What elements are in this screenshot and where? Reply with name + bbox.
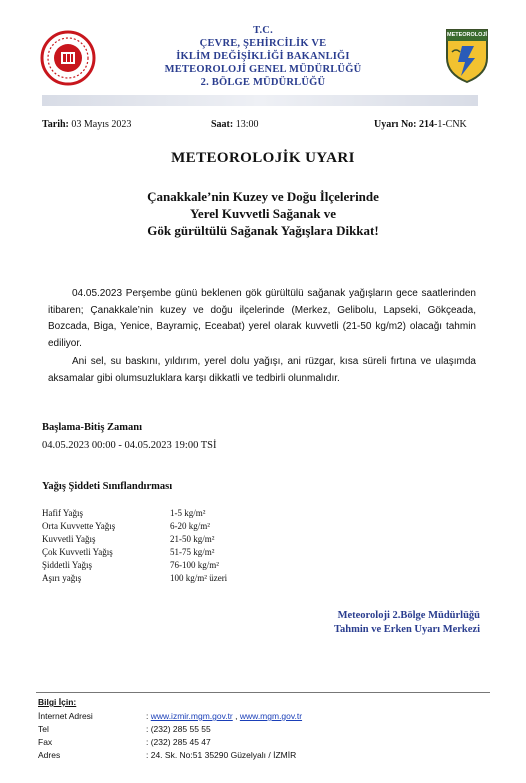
- class-label: Orta Kuvvette Yağış: [42, 521, 116, 531]
- date-value: 03 Mayıs 2023: [71, 119, 132, 130]
- class-value: 6-20 kg/m²: [170, 521, 210, 531]
- address-value: : 24. Sk. No:51 35290 Güzelyalı / İZMİR: [146, 750, 297, 760]
- body-paragraph-1: 04.05.2023 Perşembe günü beklenen gök gürültülü sağanak yağışların gece saatlerinden itibaren; Çanakkale’nin kuzey ve doğu ilçelerinde (Merkez, Gelibolu, Lapseki, Gökçeada, Bozcada, Biga, Yenice, Bayramiç, Eceabat) yerel olarak kuvvetli (21-50 kg/m2) olacağı tahmin ediliyor.: [48, 288, 476, 349]
- class-value: 1-5 kg/m²: [170, 508, 206, 518]
- class-label: Hafif Yağış: [42, 508, 84, 518]
- time-value: 13:00: [235, 119, 259, 130]
- subtitle-line-1: Çanakkale’nin Kuzey ve Doğu İlçelerinde: [147, 189, 379, 204]
- class-value: 76-100 kg/m²: [170, 560, 219, 570]
- subtitle-line-2: Yerel Kuvvetli Sağanak ve: [189, 206, 336, 221]
- meteorology-shield-icon: [444, 26, 490, 84]
- signature-line-1: Meteoroloji 2.Bölge Müdürlüğü: [337, 610, 480, 621]
- header-line-ministry-2: İKLİM DEĞİŞİKLİĞİ BAKANLIĞI: [176, 51, 350, 62]
- date-label: Tarih:: [42, 119, 69, 130]
- header-band: [42, 95, 478, 106]
- warning-no-label: Uyarı No:: [374, 119, 417, 130]
- range-value: 04.05.2023 00:00 - 04.05.2023 19:00 TSİ: [42, 440, 217, 451]
- class-label: Kuvvetli Yağış: [42, 534, 96, 544]
- warning-no-number: 214: [419, 119, 434, 130]
- class-value: 100 kg/m² üzeri: [170, 573, 228, 583]
- class-value: 51-75 kg/m²: [170, 547, 215, 557]
- tel-label: Tel: [38, 724, 49, 734]
- body-paragraph-2: Ani sel, su baskını, yıldırım, yerel dolu yağışı, ani rüzgar, kısa süreli fırtına ve ulaşımda aksamalar gibi olumsuzluklara karşı dikkatli ve tedbirli olunmalıdır.: [48, 356, 476, 384]
- web-separator: ,: [232, 711, 240, 721]
- class-label: Aşırı yağış: [42, 573, 82, 583]
- range-heading: Başlama-Bitiş Zamanı: [42, 422, 143, 433]
- footer-web-row: [38, 711, 498, 723]
- header-line-directorate: METEOROLOJİ GENEL MÜDÜRLÜĞÜ: [164, 64, 362, 75]
- web-value: [146, 711, 302, 721]
- table-row: [42, 547, 227, 560]
- time-label: Saat:: [211, 119, 234, 130]
- meta-date: [42, 119, 131, 130]
- page-title: METEOROLOJİK UYARI: [171, 150, 355, 166]
- web-prefix: :: [146, 711, 149, 721]
- footer-heading: Bilgi İçin:: [38, 697, 77, 707]
- meteorology-logo-text: METEOROLOJİ: [447, 32, 488, 38]
- fax-value: : (232) 285 45 47: [146, 737, 211, 747]
- meta-warning-no: [374, 119, 467, 130]
- table-row: [42, 534, 227, 547]
- meta-time: [211, 119, 259, 130]
- header-line-region: 2. BÖLGE MÜDÜRLÜĞÜ: [200, 77, 326, 88]
- address-label: Adres: [38, 750, 61, 760]
- warning-no-suffix: -1-CNK: [434, 119, 467, 130]
- footer-tel-row: [38, 724, 498, 736]
- class-label: Çok Kuvvetli Yağış: [42, 547, 113, 557]
- izmir-mgm-link[interactable]: www.izmir.mgm.gov.tr: [150, 711, 233, 721]
- table-row: [42, 508, 227, 521]
- web-label: İnternet Adresi: [38, 711, 93, 721]
- class-label: Şiddetli Yağış: [42, 560, 93, 570]
- footer-address-row: [38, 750, 498, 762]
- table-row: [42, 521, 227, 534]
- warning-body: [48, 286, 476, 387]
- class-value: 21-50 kg/m²: [170, 534, 215, 544]
- fax-label: Fax: [38, 737, 53, 747]
- classification-heading: Yağış Şiddeti Sınıflandırması: [42, 481, 173, 492]
- header-line-ministry-1: ÇEVRE, ŞEHİRCİLİK VE: [199, 38, 327, 49]
- table-row: [42, 560, 227, 573]
- tel-value: : (232) 285 55 55: [146, 724, 211, 734]
- signature-line-2: Tahmin ve Erken Uyarı Merkezi: [333, 624, 480, 635]
- footer-fax-row: [38, 737, 498, 749]
- classification-table: [42, 508, 227, 586]
- mgm-link[interactable]: www.mgm.gov.tr: [239, 711, 303, 721]
- footer-divider: [36, 692, 490, 693]
- subtitle-line-3: Gök gürültülü Sağanak Yağışlara Dikkat!: [147, 223, 379, 238]
- table-row: [42, 573, 227, 586]
- header-line-tc: T.C.: [253, 25, 273, 36]
